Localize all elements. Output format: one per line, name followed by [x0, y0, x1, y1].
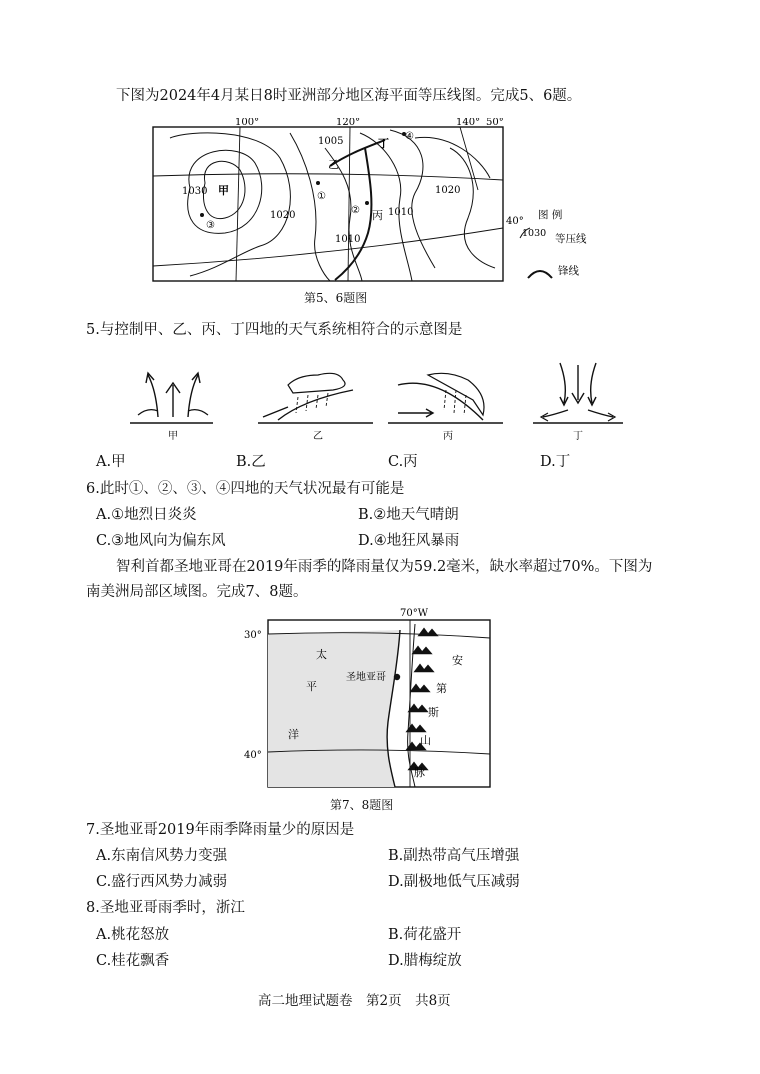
q5-option-c[interactable]: C.丙	[388, 454, 418, 470]
q6-option-d[interactable]: D.④地狂风暴雨	[358, 533, 460, 549]
q7-option-b[interactable]: B.副热带高气压增强	[388, 848, 520, 864]
legend-title: 图 例	[538, 209, 563, 221]
diagram-label-yi: 乙	[313, 431, 323, 442]
point-3: ③	[206, 220, 215, 231]
question-5-stem: 5.与控制甲、乙、丙、丁四地的天气系统相符合的示意图是	[86, 322, 463, 338]
legend-front: 锋线	[558, 265, 579, 277]
q6-option-c[interactable]: C.③地风向为偏东风	[96, 533, 226, 549]
point-4: ④	[405, 131, 414, 142]
weather-system-diagrams	[128, 345, 628, 445]
south-america-map-svg	[240, 602, 500, 792]
q7-option-c[interactable]: C.盛行西风势力减弱	[96, 874, 228, 890]
lon-label-100: 100°	[235, 118, 260, 128]
question-6-stem: 6.此时①、②、③、④四地的天气状况最有可能是	[86, 481, 405, 497]
andes-char: 第	[436, 682, 447, 695]
diagram-label-ding: 丁	[573, 431, 583, 442]
intro-text-q5-6: 下图为2024年4月某日8时亚洲部分地区海平面等压线图。完成5、6题。	[116, 88, 582, 104]
andes-char: 脉	[414, 766, 425, 779]
point-2: ②	[351, 205, 360, 216]
q8-option-d[interactable]: D.腊梅绽放	[388, 953, 462, 969]
isobar-map-svg	[150, 118, 750, 303]
page-footer: 高二地理试题卷 第2页 共8页	[258, 993, 451, 1009]
diagram-label-jia: 甲	[168, 431, 178, 442]
isobar-label: 1020	[435, 185, 461, 196]
lon-label-120: 120°	[336, 118, 361, 128]
q5-option-d[interactable]: D.丁	[540, 454, 571, 470]
andes-char: 斯	[428, 706, 439, 719]
isobar-label: 1030	[182, 186, 208, 197]
lon-label-70w: 70°W	[400, 608, 429, 619]
q7-option-a[interactable]: A.东南信风势力变强	[96, 848, 228, 864]
q8-option-a[interactable]: A.桃花怒放	[96, 927, 170, 943]
andes-char: 安	[452, 654, 463, 667]
map1-caption: 第5、6题图	[304, 291, 368, 305]
isobar-label: 1020	[270, 210, 296, 221]
lat-label-40: 40°	[244, 750, 262, 761]
andes-char: 山	[420, 734, 431, 747]
intro-text-q7-8-line1: 智利首都圣地亚哥在2019年雨季的降雨量仅为59.2毫米，缺水率超过70%。下图为	[116, 559, 653, 575]
ocean-char: 太	[316, 648, 327, 661]
ocean-char: 平	[306, 680, 317, 693]
legend-isobar-value: 1030	[522, 228, 547, 239]
q5-option-a[interactable]: A.甲	[96, 454, 126, 470]
q6-option-b[interactable]: B.②地天气晴朗	[358, 507, 459, 523]
isobar-label: 1010	[388, 207, 414, 218]
map2-caption: 第7、8题图	[330, 798, 394, 812]
city-santiago: 圣地亚哥	[346, 672, 386, 683]
q8-option-c[interactable]: C.桂花飘香	[96, 953, 170, 969]
lat-label-30: 30°	[244, 630, 262, 641]
q8-option-b[interactable]: B.荷花盛开	[388, 927, 462, 943]
ocean-char: 洋	[288, 728, 299, 741]
diagram-label-bing: 丙	[443, 431, 453, 442]
south-america-map	[240, 602, 500, 792]
place-yi: 乙	[328, 158, 339, 171]
lat-label-40: 40°	[506, 216, 524, 227]
isobar-label: 1010	[335, 234, 361, 245]
lon-label-140: 140°	[456, 118, 481, 128]
q7-option-d[interactable]: D.副极地低气压减弱	[388, 874, 520, 890]
q5-option-b[interactable]: B.乙	[236, 454, 266, 470]
place-jia: 甲	[218, 184, 229, 197]
place-bing: 丙	[372, 209, 383, 222]
question-8-stem: 8.圣地亚哥雨季时，浙江	[86, 900, 245, 916]
isobar-label: 1005	[318, 136, 344, 147]
lat-label-50: 50°	[486, 118, 504, 128]
weather-diagrams-svg	[128, 345, 628, 445]
isobar-map	[150, 118, 750, 303]
question-7-stem: 7.圣地亚哥2019年雨季降雨量少的原因是	[86, 822, 355, 838]
intro-text-q7-8-line2: 南美洲局部区域图。完成7、8题。	[86, 584, 308, 600]
legend-isobar: 等压线	[555, 233, 587, 245]
place-ding: 丁	[378, 137, 389, 150]
point-1: ①	[317, 191, 326, 202]
q6-option-a[interactable]: A.①地烈日炎炎	[96, 507, 197, 523]
